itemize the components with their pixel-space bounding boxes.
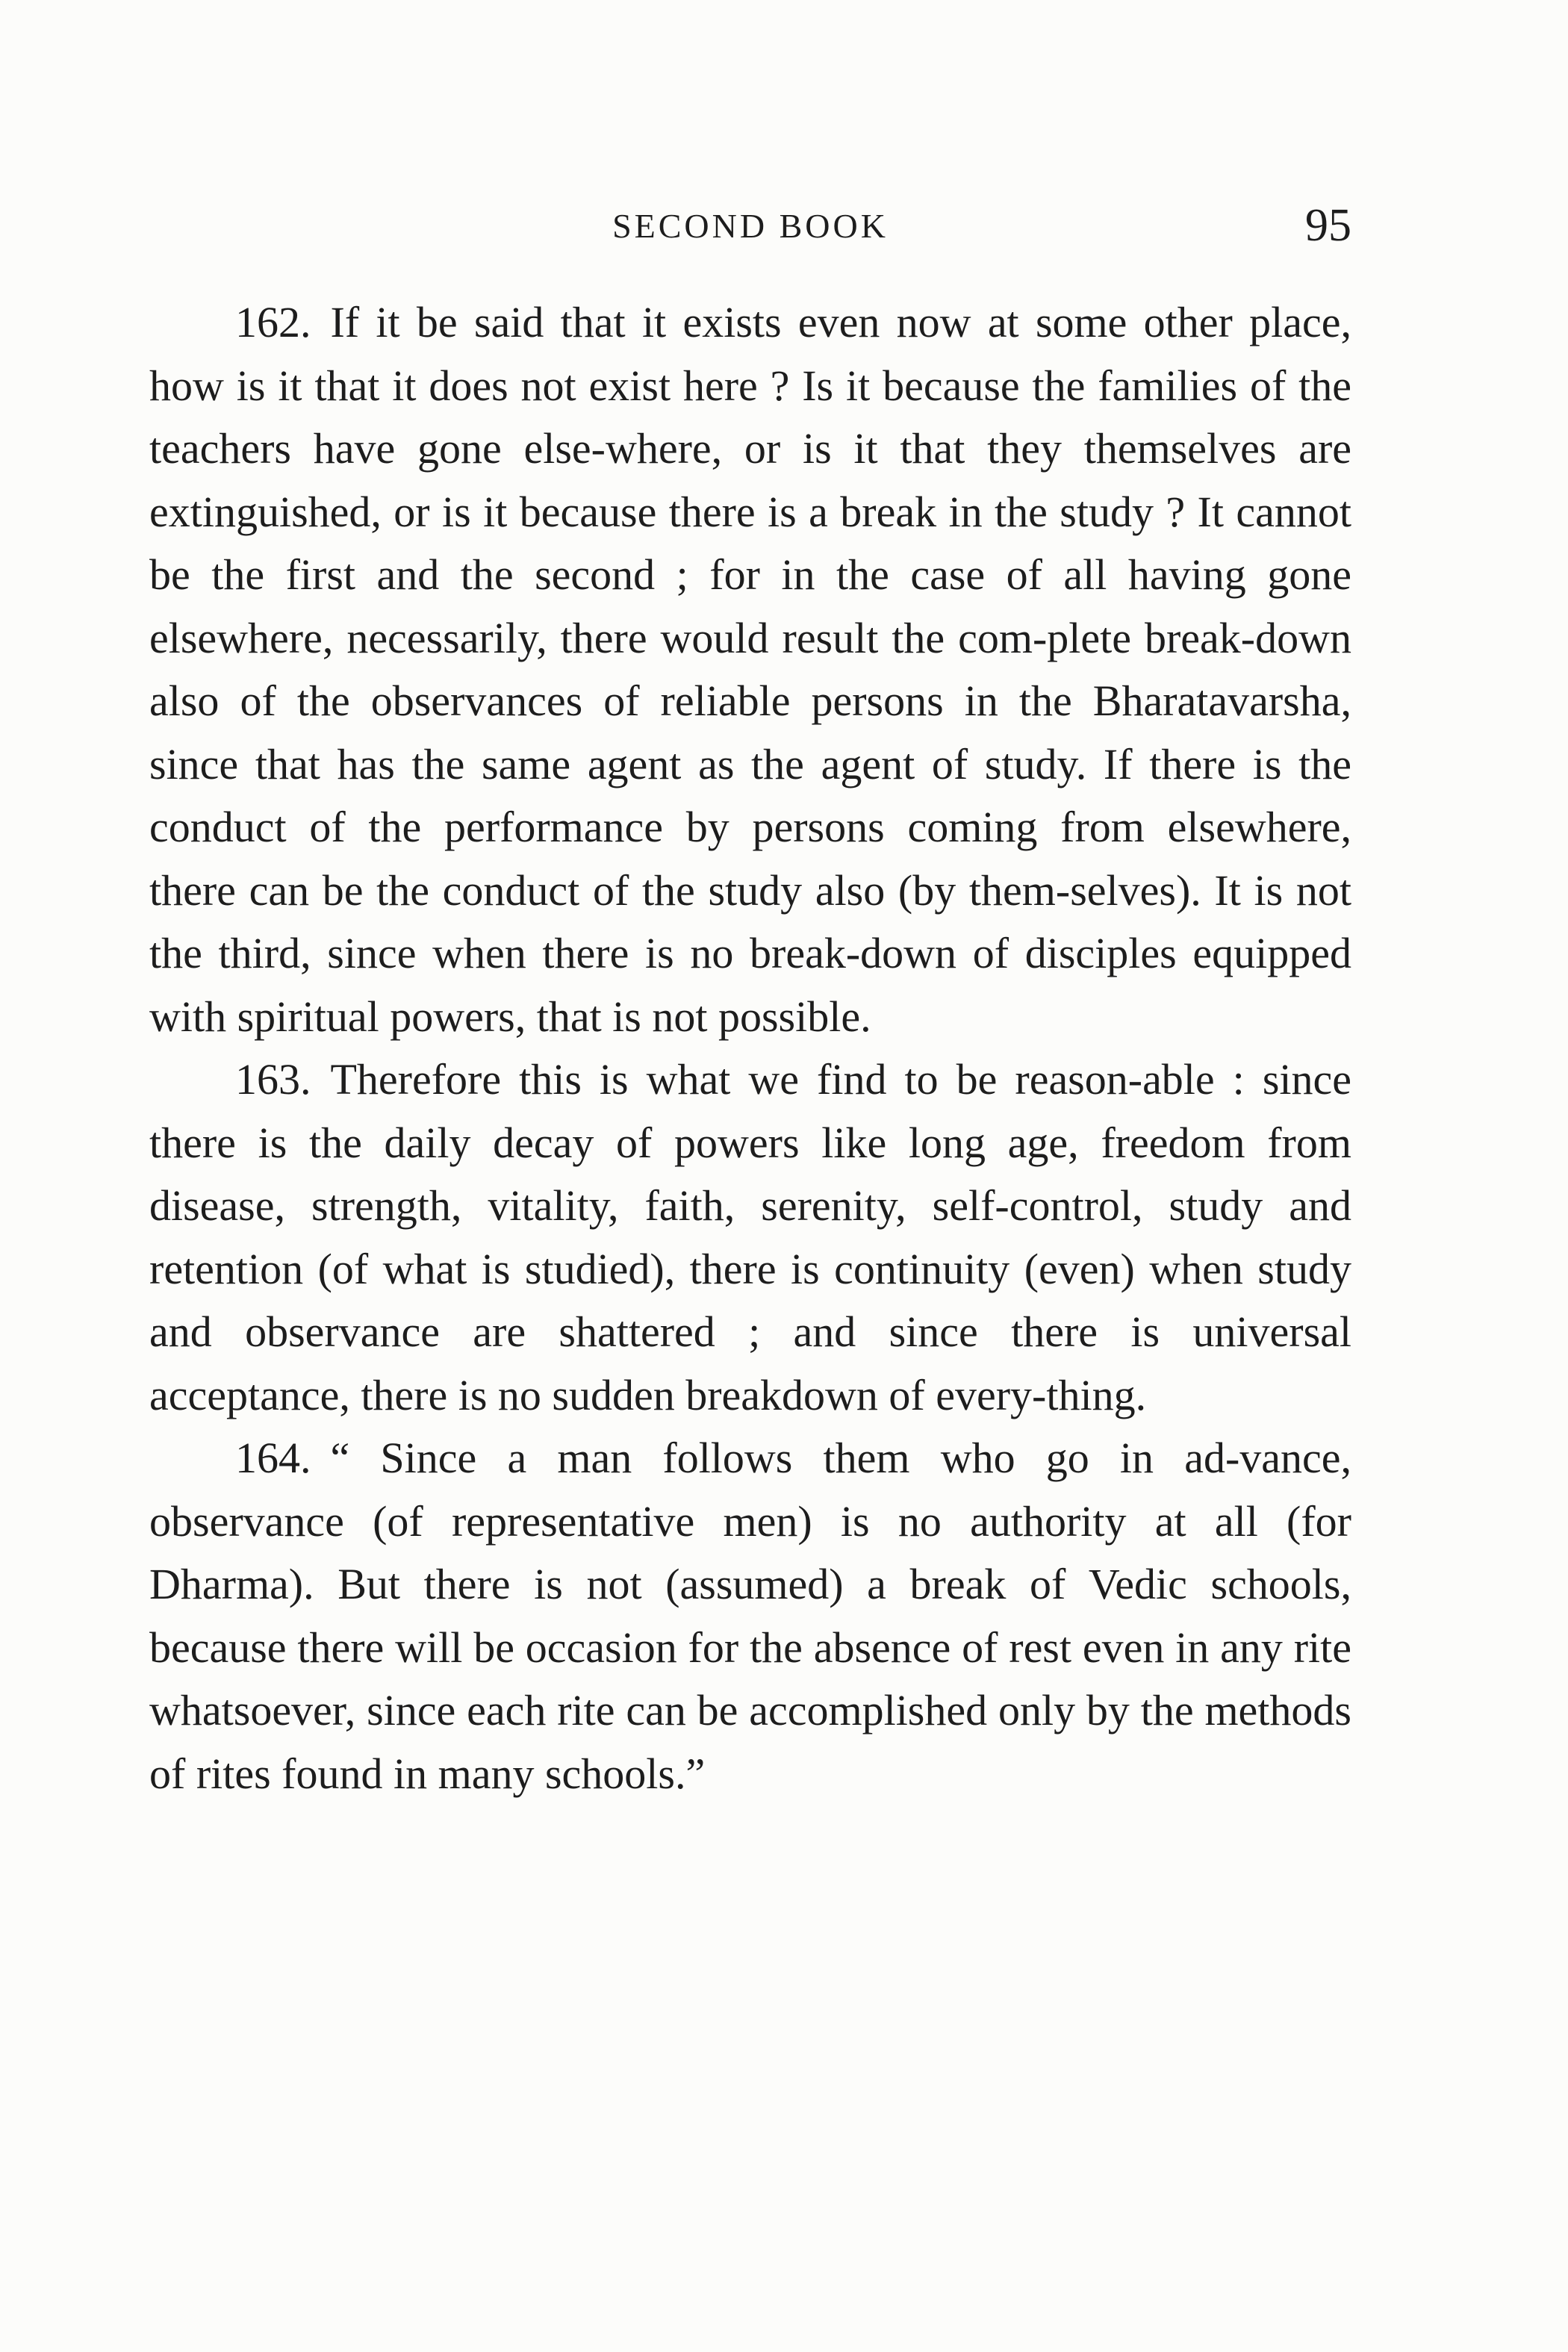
page-number: 95 <box>1305 200 1351 251</box>
paragraph-text: “ Since a man follows them who go in ad-vance, observance (of representative men) is no authority at all (for Dharma). But there is not (assumed) a break of Vedic schools, because there will be occasion for the absence of rest even in any rite whatsoever, since each rite can be accomplished only by the methods of rites found in many schools.” <box>149 1434 1351 1798</box>
paragraph-163 <box>149 1048 1351 1427</box>
paragraph-text: If it be said that it exists even now at some other place, how is it that it does not exist here ? Is it because the families of the teachers have gone else-where, or is it that they themselves are extinguished, or is it because there is a break in the study ? It cannot be the first and the second ; for in the case of all having gone elsewhere, necessarily, there would result the com-plete break-down also of the observances of reliable persons in the Bharatavarsha, since that has the same agent as the agent of study. If there is the conduct of the performance by persons coming from elsewhere, there can be the conduct of the study also (by them-selves). It is not the third, since when there is no break-down of disciples equipped with spiritual powers, that is not possible. <box>149 298 1351 1041</box>
paragraph-number: 163. <box>235 1055 311 1104</box>
paragraph-162 <box>149 291 1351 1048</box>
running-head <box>149 200 1351 252</box>
paragraph-number: 164. <box>235 1434 311 1482</box>
paragraph-164 <box>149 1427 1351 1805</box>
body-text <box>149 291 1351 1805</box>
paragraph-number: 162. <box>235 298 311 346</box>
running-title: SECOND BOOK <box>612 207 889 245</box>
paragraph-text: Therefore this is what we find to be reason-able : since there is the daily decay of powers like long age, freedom from disease, strength, vitality, faith, serenity, self-control, study and retention (of what is studied), there is continuity (even) when study and observance are shattered ; and since there is universal acceptance, there is no sudden breakdown of every-thing. <box>149 1055 1351 1419</box>
